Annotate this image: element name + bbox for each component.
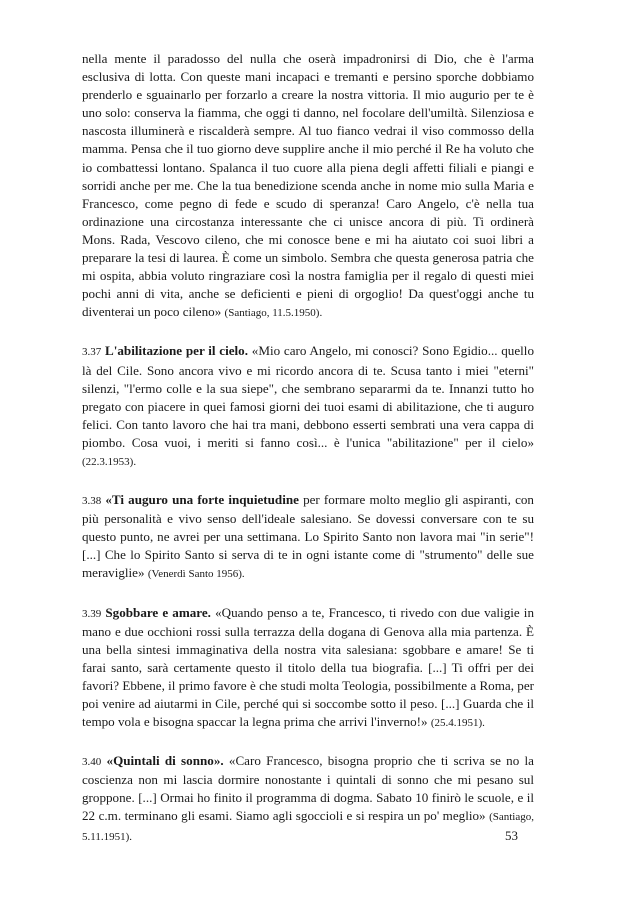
section-3-37 (82, 342, 534, 471)
section-3-40 (82, 752, 534, 845)
section-source: (25.4.1951). (430, 717, 485, 730)
page-number: 53 (505, 828, 518, 843)
section-text: «Mio caro Angelo, mi conosci? Sono Egidio... quello là del Cile. Sono ancora vivo e mi ricordo ancora di te. Scusa tanto i miei "eterni" silenzi, "l'ermo colle e la sua siepe", che sembrano separarmi da te. Innanzi tutto ho pregato con piacere in quei famosi giorni dei tuoi esami di abilitazione, che ti auguro felici. Con tanto lavoro che hai tra mani, debbono esserti sembrati una vera cappa di piombo. Cosa vuoi, i meriti si fanno così... è l'unica "abilitazione" per il cielo» (82, 343, 534, 450)
section-text: per formare molto meglio gli aspiranti, con più personalità e vivo senso dell'ideale salesiano. Se dovessi conversare con te su questo punto, ne avrei per una settimana. Lo Spirito Santo non lavora mai "in serie"! [...] Che lo Spirito Santo si serva di te in ogni istante come di "strumento" delle sue meraviglie» (82, 492, 534, 581)
section-title: «Quintali di sonno». (106, 753, 224, 769)
section-source: (22.3.1953). (82, 455, 137, 468)
section-title: Sgobbare e amare. (105, 604, 211, 620)
intro-paragraph (82, 50, 534, 322)
section-number: 3.40 (82, 756, 102, 769)
section-title: «Ti auguro una forte inquietudine (105, 492, 299, 508)
page-body (82, 50, 534, 846)
section-source: (Santiago, 5.11.1951). (82, 811, 534, 843)
section-text: «Caro Francesco, bisogna proprio che ti scriva se no la coscienza non mi lascia dormire nonostante i quintali di sonno che mi pesano sul groppone. [...] Ormai ho finito il programma di dogma. Sabato 10 finirò le scuole, e il 22 c.m. terminano gli esami. Siamo agli sgoccioli e si respira un po' meglio» (82, 753, 534, 824)
section-title: L'abilitazione per il cielo. (105, 343, 249, 359)
section-number: 3.38 (82, 495, 102, 508)
section-3-38 (82, 491, 534, 583)
section-3-39 (82, 604, 534, 733)
intro-text: nella mente il paradosso del nulla che oserà impadronirsi di Dio, che è l'arma esclusiva di lotta. Con queste mani incapaci e tremanti e persino sporche dobbiamo prenderlo e sguainarlo per forzarlo a creare la nostra vittoria. Il mio augurio per te è uno solo: conserva la fiamma, che oggi ti danno, nel focolare dell'umiltà. Silenziosa e nascosta illuminerà e riscalderà sempre. Al tuo fianco vedrai il viso commosso della mamma. Pensa che il tuo giorno deve supplire anche il mio perché il Re ha voluto che io combattessi lontano. Spalanca il tuo cuore alla piena degli affetti filiali e piangi e sorridi anche per me. Che la tua benedizione scenda anche in nome mio sulla Maria e Francesco, come pegno di fede e scudo di speranza! Caro Angelo, c'è nella tua ordinazione una circostanza interessante che ci unisce ancora di più. Ti ordinerà Mons. Rada, Vescovo cileno, che mi conosce bene e mi ha aiutato coi suoi libri a preparare la tesi di laurea. È come un simbolo. Sembra che questa generosa patria che mi ospita, abbia voluto ringraziare così la nostra famiglia per il regalo di questi miei pochi anni di vita, anche se deficienti e pieni di orgoglio! Da quest'oggi anche tu diventerai un poco cileno» (82, 51, 534, 320)
section-text: «Quando penso a te, Francesco, ti rivedo con due valigie in mano e due occhioni rossi sulla terrazza della dogana di Genova alla mia partenza. È una bella sintesi immaginativa della nostra vita salesiana: sgobbare e amare! Se ti farai santo, sarà certamente questo il titolo della tua biografia. [...] Ti offri per dei favori? Ebbene, il primo favore è che studi molta Teologia, possibilmente a Roma, per poi venire ad aiutarmi in Cile, perché qui si soccombe sotto il peso. [...] Guarda che il tempo vola e bisogna spaccar la legna prima che arrivi l'inverno!» (82, 604, 534, 730)
section-number: 3.37 (82, 346, 102, 359)
section-source: (Venerdì Santo 1956). (147, 568, 245, 581)
section-number: 3.39 (82, 607, 102, 620)
intro-source: (Santiago, 11.5.1950). (224, 307, 323, 320)
